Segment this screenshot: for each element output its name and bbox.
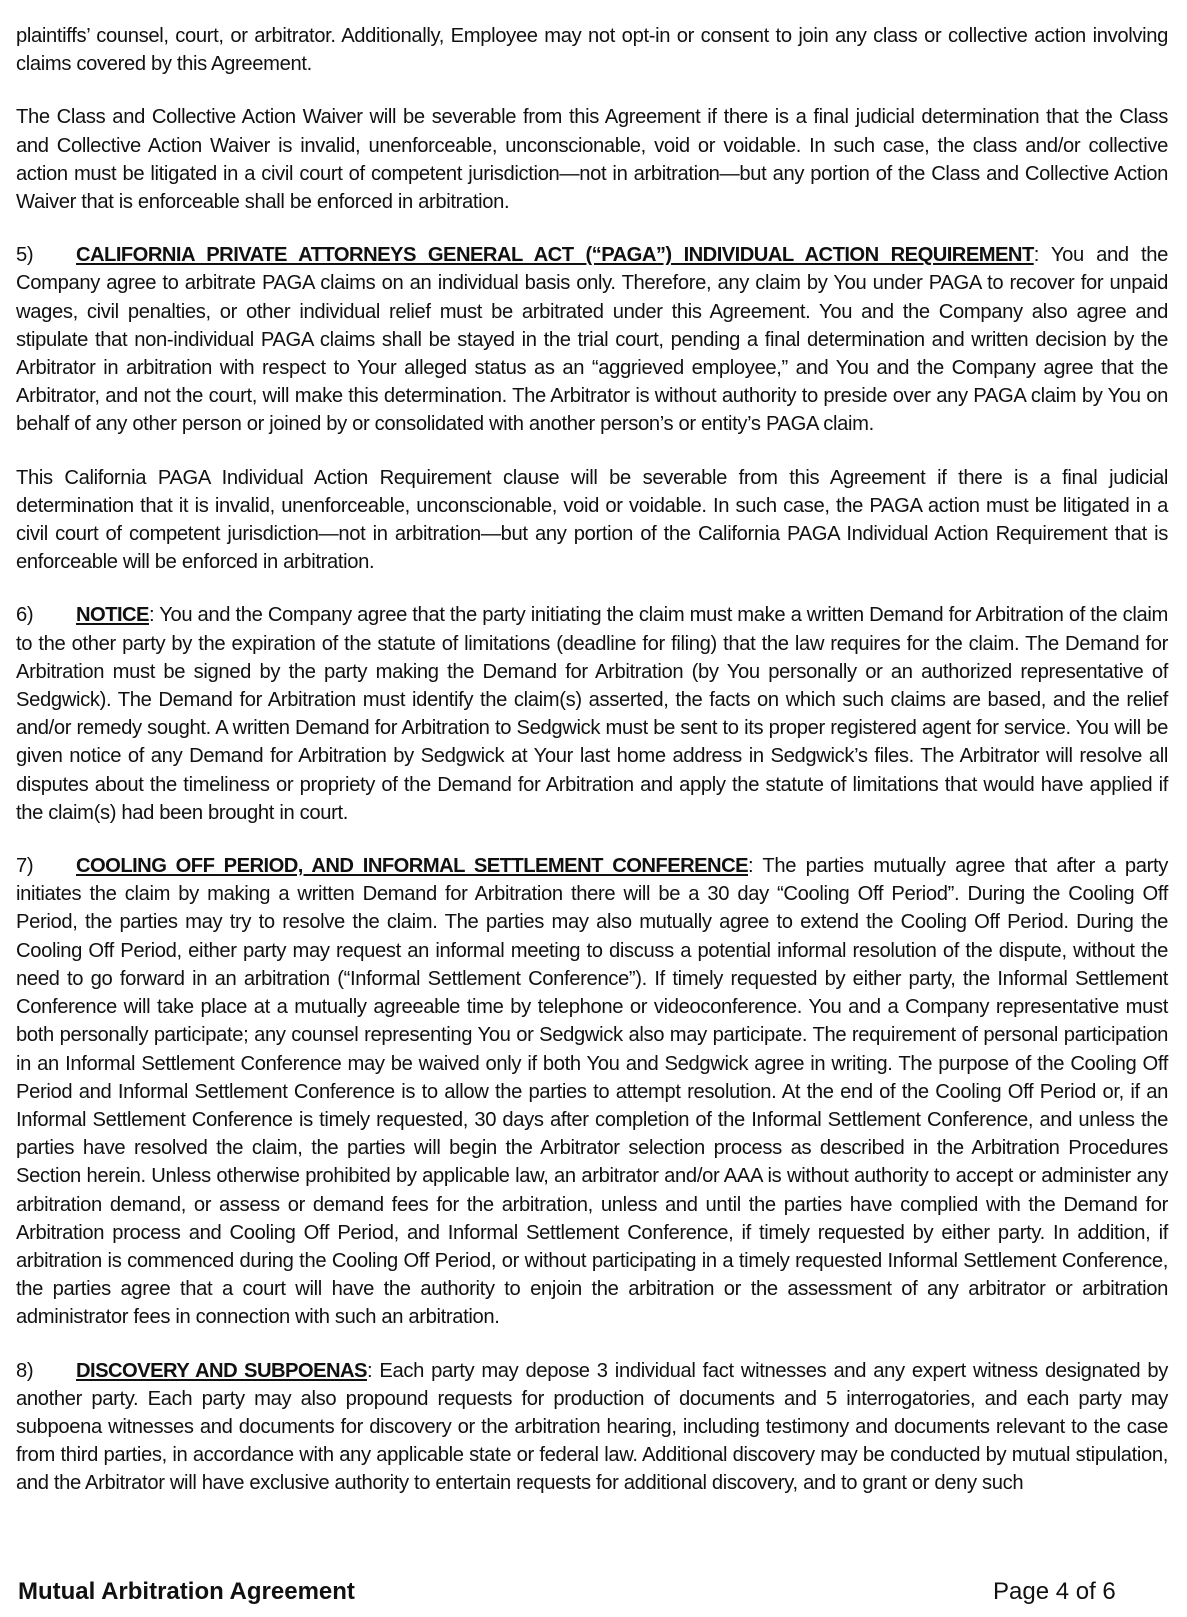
- section-number: 7): [16, 855, 34, 878]
- section-body: : You and the Company agree to arbitrate PAGA claims on an individual basis only. Therefore, any claim by You under PAGA to recover for unpaid wages, civil penalties, or other individual relief must be arbitrated under this Agreement. You and the Company also agree and stipulate that non-individual PAGA claims shall be stayed in the trial court, pending a final determination and written decision by the Arbitrator in arbitration with respect to Your alleged status as an “aggrieved employee,” and You and the Company agree that the Arbitrator, and not the court, will make this determination. The Arbitrator is without authority to preside over any PAGA claim by You on behalf of any other person or joined by or consolidated with another person’s or entity’s PAGA claim.: [16, 244, 1168, 436]
- paragraph-waiver-severability: The Class and Collective Action Waiver will be severable from this Agreement if there is a final judicial determination that the Class and Collective Action Waiver is invalid, unenforceable, unconscionable, void or voidable. In such case, the class and/or collective action must be litigated in a civil court of competent jurisdiction—not in arbitration—but any portion of the Class and Collective Action Waiver that is enforceable shall be enforced in arbitration.: [16, 106, 1168, 214]
- footer-document-title: Mutual Arbitration Agreement: [18, 1578, 355, 1605]
- paragraph-continuation: plaintiffs’ counsel, court, or arbitrator. Additionally, Employee may not opt-in or consent to join any class or collective action involving claims covered by this Agreement.: [16, 25, 1168, 76]
- section-heading: CALIFORNIA PRIVATE ATTORNEYS GENERAL ACT (“PAGA”) INDIVIDUAL ACTION REQUIREMENT: [76, 244, 1034, 267]
- section-body: : Each party may depose 3 individual fact witnesses and any expert witness designated by another party. Each party may also propound requests for production of documents and 5 interrogatories, and each party may subpoena witnesses and documents for discovery or the arbitration hearing, including testimony and documents relevant to the case from third parties, in accordance with any applicable state or federal law. Additional discovery may be conducted by mutual stipulation, and the Arbitrator will have exclusive authority to entertain requests for additional discovery, and to grant or deny such: [16, 1359, 1168, 1495]
- section-8-discovery: [16, 1357, 1168, 1498]
- section-number: 5): [16, 244, 34, 267]
- document-page: [16, 22, 1168, 1523]
- section-5-paga: [16, 241, 1168, 438]
- section-number: 6): [16, 604, 34, 627]
- section-heading: DISCOVERY AND SUBPOENAS: [76, 1359, 367, 1382]
- section-number: 8): [16, 1359, 34, 1382]
- section-heading: COOLING OFF PERIOD, AND INFORMAL SETTLEMENT CONFERENCE: [76, 855, 749, 878]
- section-heading: NOTICE: [76, 604, 149, 627]
- page-footer: [18, 1578, 1187, 1608]
- footer-page-number: Page 4 of 6: [993, 1578, 1116, 1605]
- section-body: : The parties mutually agree that after a party initiates the claim by making a written Demand for Arbitration there will be a 30 day “Cooling Off Period”. During the Cooling Off Period, the parties may try to resolve the claim. The parties may also mutually agree to extend the Cooling Off Period. During the Cooling Off Period, either party may request an informal meeting to discuss a potential informal resolution of the dispute, without the need to go forward in an arbitration (“Informal Settlement Conference”). If timely requested by either party, the Informal Settlement Conference will take place at a mutually agreeable time by telephone or videoconference. You and a Company representative must both personally participate; any counsel representing You or Sedgwick also may participate. The requirement of personal participation in an Informal Settlement Conference may be waived only if both You and Sedgwick agree in writing. The purpose of the Cooling Off Period and Informal Settlement Conference is to allow the parties to attempt resolution. At the end of the Cooling Off Period or, if an Informal Settlement Conference is timely requested, 30 days after completion of the Informal Settlement Conference, and unless the parties have resolved the claim, the parties will begin the Arbitrator selection process as described in the Arbitration Procedures Section herein. Unless otherwise prohibited by applicable law, an arbitrator and/or AAA is without authority to accept or administer any arbitration demand, or assess or demand fees for the arbitration, unless and until the parties have complied with the Demand for Arbitration process and Cooling Off Period, and Informal Settlement Conference, if timely requested by either party. In addition, if arbitration is commenced during the Cooling Off Period, or without participating in a timely requested Informal Settlement Conference, the parties agree that a court will have the authority to enjoin the arbitration or the assessment of any arbitrator or arbitration administrator fees in connection with such an arbitration.: [16, 855, 1168, 1329]
- paragraph-paga-severability: This California PAGA Individual Action Requirement clause will be severable from this Agreement if there is a final judicial determination that it is invalid, unenforceable, unconscionable, void or voidable. In such case, the PAGA action must be litigated in a civil court of competent jurisdiction—not in arbitration—but any portion of the California PAGA Individual Action Requirement that is enforceable will be enforced in arbitration.: [16, 466, 1168, 574]
- section-7-cooling-off: [16, 852, 1168, 1331]
- section-body: : You and the Company agree that the party initiating the claim must make a written Demand for Arbitration of the claim to the other party by the expiration of the statute of limitations (deadline for filing) that the law requires for the claim. The Demand for Arbitration must be signed by the party making the Demand for Arbitration (by You personally or an authorized representative of Sedgwick). The Demand for Arbitration must identify the claim(s) asserted, the facts on which such claims are based, and the relief and/or remedy sought. A written Demand for Arbitration to Sedgwick must be sent to its proper registered agent for service. You will be given notice of any Demand for Arbitration by Sedgwick at Your last home address in Sedgwick’s files. The Arbitrator will resolve all disputes about the timeliness or propriety of the Demand for Arbitration and apply the statute of limitations that would have applied if the claim(s) had been brought in court.: [16, 604, 1168, 824]
- section-6-notice: [16, 601, 1168, 827]
